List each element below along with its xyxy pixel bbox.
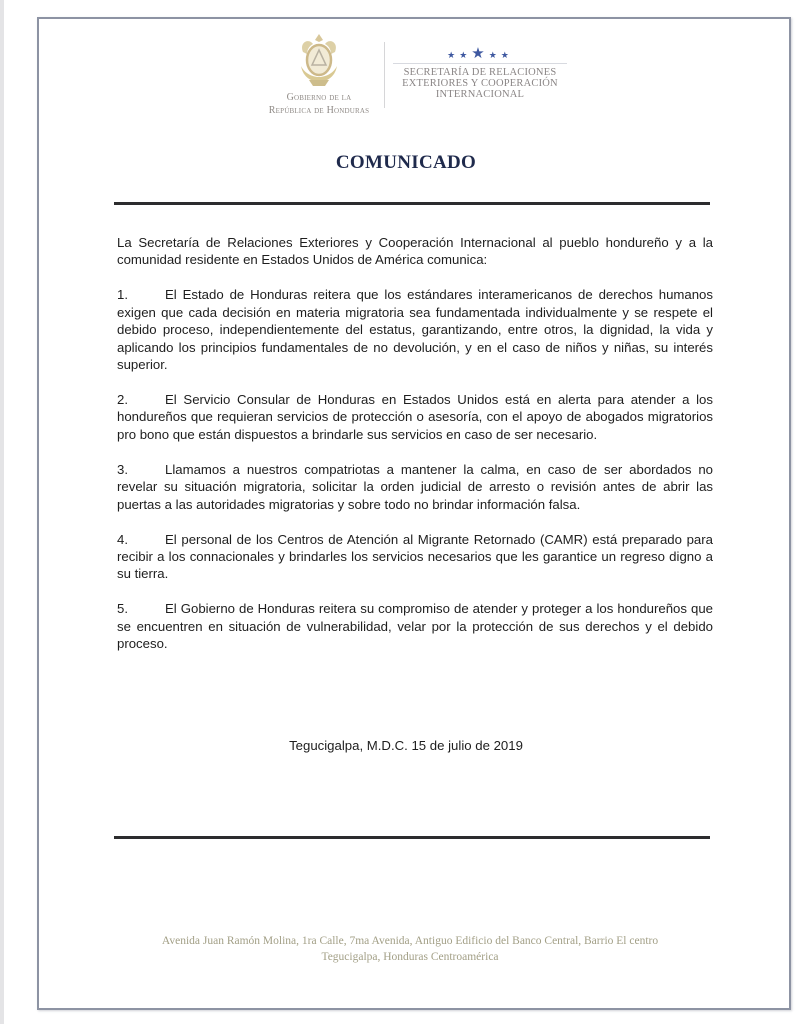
point-item: [117, 461, 713, 513]
stars-icon: ★★★★★: [447, 45, 513, 62]
ministry-name-line3: INTERNACIONAL: [435, 89, 525, 100]
point-item: [117, 600, 713, 652]
point-item: [117, 286, 713, 373]
point-text: El Estado de Honduras reitera que los estándares interamericanos de derechos humanos exigen que cada decisión en materia migratoria sea fundamentada individualmente y se respete el debido proceso, independientemente del estatus, garantizando, entre otros, la dignidad, la vida y aplicando los principios fundamentales de no devolución, y en el caso de niños y niñas, su interés superior.: [117, 287, 713, 373]
point-text: El Gobierno de Honduras reitera su compromiso de atender y proteger a los hondureños que se encuentren en situación de vulnerabilidad, velar por la protección de sus derechos y el debido proceso.: [117, 601, 713, 652]
point-number: 4.: [117, 531, 128, 547]
intro-paragraph: La Secretaría de Relaciones Exteriores y Cooperación Internacional al pueblo hondureño y a la comunidad residente en Estados Unidos de América comunica:: [117, 235, 713, 268]
government-logo: [262, 30, 376, 116]
ministry-name-line1: SECRETARÍA DE RELACIONES: [403, 67, 557, 78]
document-body: [117, 234, 713, 670]
point-item: [117, 391, 713, 443]
point-text: Llamamos a nuestros compatriotas a mantener la calma, en caso de ser abordados no revelar su situación migratoria, solicitar la orden judicial de arresto o revisión antes de abrir las puertas a las autoridades migratorias y sobre todo no brindar información falsa.: [117, 461, 713, 512]
point-number: 3.: [117, 461, 128, 477]
point-number: 5.: [117, 601, 128, 617]
point-number: 2.: [117, 392, 128, 408]
ministry-name-line2: EXTERIORES Y COOPERACIÓN: [402, 78, 558, 89]
ministry-logo: [393, 45, 567, 100]
address-line2: Tegucigalpa, Honduras Centroamérica: [321, 951, 499, 963]
point-text: El personal de los Centros de Atención al Migrante Retornado (CAMR) está preparado para recibir a los connacionales y brindarles los servicios necesarios que les garantice un regreso digno a su tierra.: [117, 531, 713, 582]
coat-of-arms-icon: [289, 30, 349, 90]
point-text: El Servicio Consular de Honduras en Estados Unidos está en alerta para atender a los hondureños que requieran servicios de protección o asesoría, con el apoyo de abogados migratorios pro bono que están dispuestos a brindarle sus servicios en caso de ser necesario.: [117, 392, 713, 442]
footer-address: [100, 933, 720, 965]
header-divider: [384, 42, 385, 108]
place-and-date: Tegucigalpa, M.D.C. 15 de julio de 2019: [289, 738, 523, 753]
document-title: COMUNICADO: [335, 152, 477, 173]
address-line1: Avenida Juan Ramón Molina, 1ra Calle, 7ma Avenida, Antiguo Edificio del Banco Central, Barrio El centro: [161, 935, 659, 947]
point-item: [117, 531, 713, 583]
point-number: 1.: [117, 287, 128, 303]
government-name-line1: Gobierno de la: [286, 92, 352, 103]
government-name-line2: República de Honduras: [268, 105, 370, 116]
stars-divider: [393, 63, 567, 64]
footer-divider: [114, 836, 710, 839]
title-divider: [114, 202, 710, 205]
